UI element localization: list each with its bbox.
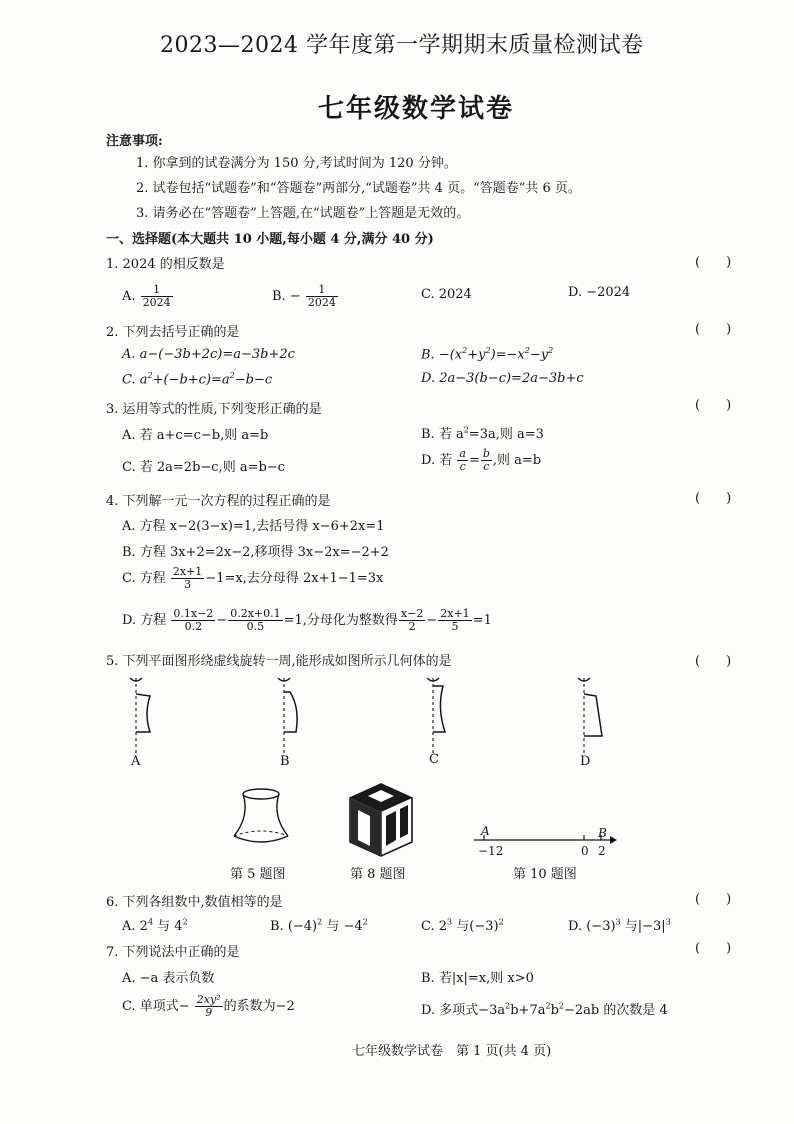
- denominator: 2: [408, 620, 416, 633]
- denominator: c: [483, 460, 490, 473]
- text: −: [426, 613, 438, 628]
- fraction: [438, 608, 471, 633]
- exponent: 2: [498, 917, 504, 927]
- exponent: 2: [182, 917, 188, 927]
- q3-option-c: C. 若 2a=2b−c,则 a=b−c: [122, 460, 285, 475]
- text: 与 4: [157, 919, 183, 934]
- question-2-stem: 2. 下列去括号正确的是: [106, 325, 240, 340]
- notice-heading: 注意事项:: [106, 134, 163, 149]
- numerator: 2x+1: [172, 565, 203, 578]
- numerator: 0.1x−2: [173, 607, 214, 620]
- fraction: [457, 448, 468, 473]
- q1-option-b: [272, 284, 339, 309]
- exponent: 3: [447, 917, 453, 927]
- text: 与(−3): [456, 919, 499, 934]
- text: b+7a: [510, 1003, 546, 1018]
- numerator: x−2: [400, 607, 424, 620]
- subject-title: 七年级数学试卷: [318, 94, 515, 124]
- q3-option-a: A. 若 a+c=c−b,则 a=b: [122, 428, 269, 443]
- fraction: [195, 994, 223, 1019]
- fraction: [306, 284, 338, 309]
- q6-option-a: [122, 915, 188, 934]
- fraction: [171, 608, 215, 633]
- q5-label-c: C: [429, 752, 439, 767]
- numerator: b: [482, 447, 490, 460]
- text: −: [216, 613, 228, 628]
- figure-5-solid: [228, 786, 294, 852]
- q6-option-b: [270, 915, 368, 934]
- q7-option-d: [421, 999, 668, 1018]
- notice-item: 3. 请务必在“答题卷”上答题,在“试题卷”上答题是无效的。: [136, 206, 470, 221]
- q5-shape-b: [268, 672, 318, 762]
- text: B. 若 a: [421, 427, 464, 442]
- q7-option-a: A. −a 表示负数: [122, 971, 215, 986]
- exponent: 2: [147, 371, 153, 380]
- numerator: 0.2x+0.1: [230, 607, 281, 620]
- denominator: c: [459, 460, 466, 473]
- exponent: 4: [147, 917, 154, 927]
- text: C. 2: [421, 919, 448, 934]
- fraction: [399, 608, 425, 633]
- q1-option-c: C. 2024: [421, 287, 472, 302]
- exponent: 2: [463, 425, 469, 435]
- q5-shape-c: [417, 672, 467, 762]
- question-5-stem: 5. 下列平面图形绕虚线旋转一周,能形成如图所示几何体的是: [106, 654, 452, 669]
- figure-8-caption: 第 8 题图: [350, 867, 406, 882]
- exponent: 2: [505, 1001, 511, 1011]
- q3-option-b: [421, 423, 544, 442]
- q4-option-d: [122, 608, 492, 633]
- q5-shape-d: [568, 672, 618, 762]
- point-b-label: B: [598, 826, 607, 840]
- exam-title: 2023—2024 学年度第一学期期末质量检测试卷: [160, 33, 644, 58]
- text: C. 方程: [122, 571, 166, 586]
- q1-option-d: D. −2024: [568, 285, 631, 300]
- text: b: [550, 1003, 559, 1018]
- q6-option-c: [421, 915, 504, 934]
- answer-bracket[interactable]: ( ): [695, 941, 732, 956]
- exponent: 2: [524, 346, 530, 355]
- text: =1,分母化为整数得: [283, 613, 398, 628]
- question-6-stem: 6. 下列各组数中,数值相等的是: [106, 895, 283, 910]
- exponent: 2: [317, 917, 323, 927]
- exponent: 2: [558, 1001, 564, 1011]
- q1-option-a: [122, 284, 174, 309]
- exponent: 2: [548, 346, 554, 355]
- page-footer: 七年级数学试卷 第 1 页(共 4 页): [352, 1044, 552, 1059]
- notice-item: 1. 你拿到的试卷满分为 150 分,考试时间为 120 分钟。: [136, 156, 457, 171]
- text: C. a: [122, 372, 148, 388]
- q4-option-a: A. 方程 x−2(3−x)=1,去括号得 x−6+2x=1: [122, 519, 385, 534]
- text: C. 单项式−: [122, 999, 190, 1014]
- denominator: 0.2: [184, 620, 203, 633]
- numerator: 1: [141, 284, 173, 297]
- denominator: 3: [184, 578, 192, 591]
- exponent: 2: [462, 346, 468, 355]
- denominator: 2024: [307, 296, 336, 309]
- denominator: 0.5: [246, 620, 265, 633]
- text: −2ab 的次数是 4: [564, 1003, 668, 1018]
- figure-10-caption: 第 10 题图: [513, 867, 577, 882]
- text: +y: [467, 347, 486, 363]
- section-heading: 一、选择题(本大题共 10 小题,每小题 4 分,满分 40 分): [106, 232, 434, 247]
- option-label: A.: [122, 289, 136, 304]
- fraction: [481, 448, 492, 473]
- fraction: [171, 566, 204, 591]
- text: =3a,则 a=3: [468, 427, 544, 442]
- answer-bracket[interactable]: ( ): [695, 892, 732, 907]
- exponent: 2: [229, 371, 235, 380]
- figure-5-caption: 第 5 题图: [230, 867, 286, 882]
- numerator: a: [459, 447, 466, 460]
- text: D. 多项式−3a: [421, 1003, 506, 1018]
- text: A. 2: [122, 919, 148, 934]
- fraction: [228, 608, 282, 633]
- question-3-stem: 3. 运用等式的性质,下列变形正确的是: [106, 402, 322, 417]
- exponent: 2: [362, 917, 368, 927]
- denominator: 9: [205, 1006, 213, 1019]
- notice-item: 2. 试卷包括“试题卷”和“答题卷”两部分,“试题卷”共 4 页。“答题卷”共 6 页。: [136, 181, 581, 196]
- q5-shape-a: [120, 672, 170, 762]
- q4-option-b: B. 方程 3x+2=2x−2,移项得 3x−2x=−2+2: [122, 545, 389, 560]
- text: D. 方程: [122, 613, 167, 628]
- q3-option-d: [421, 448, 541, 473]
- q2-option-c: [122, 371, 272, 387]
- text: 的系数为−2: [223, 999, 295, 1014]
- question-4-stem: 4. 下列解一元一次方程的过程正确的是: [106, 494, 331, 509]
- fraction: [141, 284, 173, 309]
- answer-bracket[interactable]: ( ): [695, 654, 732, 669]
- exponent: 2: [545, 1001, 551, 1011]
- value-0: 0: [581, 844, 589, 858]
- point-a-label: A: [481, 824, 490, 838]
- q2-option-d: D. 2a−3(b−c)=2a−3b+c: [421, 371, 584, 386]
- text: 与 −4: [326, 919, 363, 934]
- value-a: −12: [478, 844, 504, 858]
- answer-bracket[interactable]: ( ): [695, 255, 732, 270]
- numerator: 2x+1: [440, 607, 470, 620]
- q2-option-a: A. a−(−3b+2c)=a−3b+2c: [122, 347, 295, 362]
- numerator: 1: [306, 284, 338, 297]
- answer-bracket[interactable]: ( ): [695, 491, 732, 506]
- exponent: 3: [665, 917, 671, 927]
- q7-option-b: B. 若|x|=x,则 x>0: [421, 971, 534, 986]
- text: =1: [472, 613, 492, 628]
- text: )=−x: [490, 347, 525, 363]
- denominator: 2024: [142, 296, 171, 309]
- q6-option-d: [568, 915, 671, 934]
- q4-option-c: [122, 566, 383, 591]
- text: −b−c: [234, 372, 273, 388]
- text: −1=x,去分母得 2x+1−1=3x: [205, 571, 384, 586]
- question-7-stem: 7. 下列说法中正确的是: [106, 945, 240, 960]
- text: +(−b+c)=a: [152, 372, 230, 388]
- text: ,则 a=b: [492, 453, 542, 468]
- text: −y: [529, 347, 549, 363]
- text: B. (−4): [270, 919, 318, 934]
- exponent: 2: [485, 346, 491, 355]
- option-label: B. −: [272, 289, 301, 304]
- denominator: 5: [451, 620, 459, 633]
- text: D. 若: [421, 453, 453, 468]
- q2-option-b: [421, 346, 553, 362]
- value-2: 2: [598, 844, 606, 858]
- question-1-stem: 1. 2024 的相反数是: [106, 257, 225, 272]
- exponent: 3: [615, 917, 621, 927]
- q7-option-c: [122, 994, 295, 1019]
- q5-label-d: D: [580, 754, 591, 769]
- answer-bracket[interactable]: ( ): [695, 322, 732, 337]
- numerator: 2xy²: [196, 993, 221, 1006]
- text: D. (−3): [568, 919, 616, 934]
- text: =: [468, 453, 480, 468]
- q5-label-b: B: [280, 754, 290, 769]
- text: B. −(x: [421, 347, 463, 363]
- text: 与|−3|: [624, 919, 666, 934]
- answer-bracket[interactable]: ( ): [695, 398, 732, 413]
- figure-8-cube: [346, 780, 416, 860]
- q5-label-a: A: [131, 754, 141, 769]
